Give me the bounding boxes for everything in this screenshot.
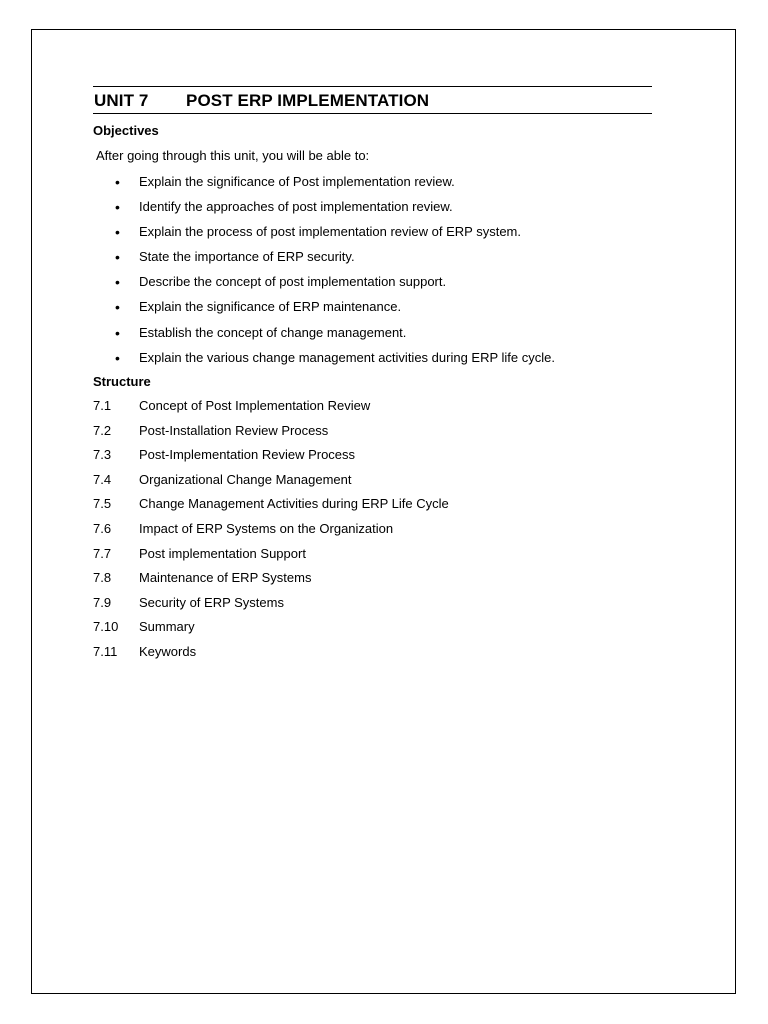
objective-text: State the importance of ERP security. xyxy=(139,249,355,265)
section-number: 7.8 xyxy=(93,570,112,586)
bullet-icon: • xyxy=(115,299,120,316)
section-title: Keywords xyxy=(139,643,197,659)
section-number: 7.5 xyxy=(93,496,112,512)
bullet-icon: • xyxy=(115,174,120,190)
section-number: 7.4 xyxy=(93,471,112,487)
structure-heading: Structure xyxy=(93,374,151,389)
objective-text: Identify the approaches of post implementation review. xyxy=(139,199,453,215)
section-number: 7.10 xyxy=(93,619,119,635)
section-number: 7.9 xyxy=(93,594,112,610)
objective-text: Explain the various change management activities during ERP life cycle. xyxy=(139,349,555,365)
section-title: Summary xyxy=(139,619,195,635)
section-title: Post implementation Support xyxy=(139,545,306,561)
bullet-icon: • xyxy=(115,349,120,366)
unit-heading xyxy=(93,86,652,114)
section-title: Post-Installation Review Process xyxy=(139,422,329,438)
objective-text: Describe the concept of post implementation support. xyxy=(139,274,447,290)
unit-title: POST ERP IMPLEMENTATION xyxy=(186,91,430,110)
objective-text: Explain the significance of ERP maintenance. xyxy=(139,299,402,315)
bullet-icon: • xyxy=(115,224,120,241)
section-title: Impact of ERP Systems on the Organization xyxy=(139,520,394,536)
section-number: 7.1 xyxy=(93,398,112,413)
section-number: 7.6 xyxy=(93,520,112,536)
bullet-icon: • xyxy=(115,249,120,266)
unit-number: UNIT 7 xyxy=(94,91,149,110)
section-number: 7.7 xyxy=(93,545,112,561)
bullet-icon: • xyxy=(115,324,120,341)
objective-text: Explain the process of post implementation review of ERP system. xyxy=(139,224,521,240)
document-page xyxy=(31,29,736,994)
section-title: Organizational Change Management xyxy=(139,471,352,487)
objectives-heading: Objectives xyxy=(93,123,159,138)
section-number: 7.2 xyxy=(93,422,112,438)
section-title: Security of ERP Systems xyxy=(139,594,284,610)
section-title: Concept of Post Implementation Review xyxy=(139,398,371,413)
section-title: Change Management Activities during ERP Life Cycle xyxy=(139,496,449,512)
section-number: 7.3 xyxy=(93,447,112,463)
objective-text: Explain the significance of Post implementation review. xyxy=(139,174,455,189)
bullet-icon: • xyxy=(115,199,120,216)
objective-text: Establish the concept of change management. xyxy=(139,324,407,340)
objectives-intro: After going through this unit, you will be able to: xyxy=(96,148,370,163)
bullet-icon: • xyxy=(115,274,120,291)
section-title: Maintenance of ERP Systems xyxy=(139,570,312,586)
section-number: 7.11 xyxy=(93,643,118,659)
section-title: Post-Implementation Review Process xyxy=(139,447,356,463)
